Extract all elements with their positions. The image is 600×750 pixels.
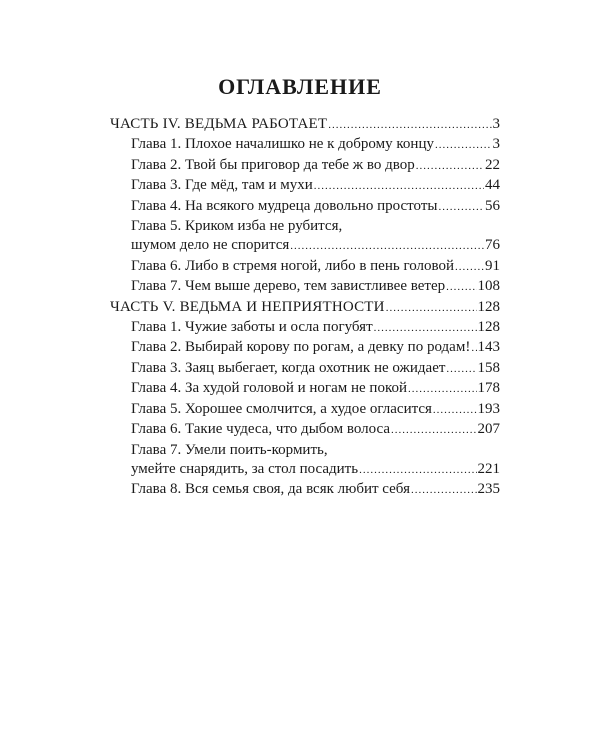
toc-part-entry[interactable] <box>110 115 500 135</box>
toc-chapter-entry[interactable] <box>110 156 500 176</box>
toc-page-number: 193 <box>477 400 500 417</box>
toc-page-number: 44 <box>485 177 500 194</box>
toc-dot-leader <box>386 299 477 318</box>
toc-dot-leader <box>328 116 491 135</box>
toc-chapter-entry[interactable] <box>110 318 500 338</box>
toc-entry-title: Глава 1. Плохое началишко не к доброму концу <box>131 136 434 153</box>
toc-chapter-entry[interactable] <box>110 197 500 217</box>
toc-page-number: 3 <box>492 116 500 132</box>
toc-entry-title: Глава 1. Чужие заботы и осла погубят <box>131 319 373 336</box>
toc-page-number: 56 <box>485 197 500 214</box>
toc-page-number: 3 <box>492 136 500 153</box>
toc-part-entry[interactable] <box>110 298 500 318</box>
toc-chapter-entry[interactable] <box>110 277 500 297</box>
toc-dot-leader <box>314 177 484 196</box>
toc-page-number: 143 <box>477 339 500 356</box>
toc-entry-title: Глава 2. Твой бы приговор да тебе ж во двор <box>131 156 415 173</box>
toc-entry-title: Глава 8. Вся семья своя, да всяк любит себя <box>131 481 410 498</box>
toc-chapter-entry[interactable] <box>110 257 500 277</box>
toc-dot-leader <box>471 339 476 358</box>
toc-entry-title: умейте снарядить, за стол посадить <box>131 460 359 477</box>
toc-chapter-entry[interactable] <box>110 480 500 500</box>
toc-page-number: 128 <box>477 298 500 315</box>
toc-entry-first-line: Глава 5. Криком изба не рубится, <box>131 218 343 235</box>
toc-chapter-entry[interactable] <box>110 359 500 379</box>
toc-dot-leader <box>416 157 484 176</box>
toc-entry-title: Глава 3. Заяц выбегает, когда охотник не ожидает <box>131 359 446 376</box>
toc-dot-leader <box>446 360 476 379</box>
toc-dot-leader <box>446 278 476 297</box>
toc-page-number: 221 <box>477 460 500 477</box>
toc-entry-title: Глава 4. На всякого мудреца довольно простоты <box>131 197 438 214</box>
toc-entry-title: ЧАСТЬ V. ВЕДЬМА И НЕПРИЯТНОСТИ <box>110 298 385 315</box>
toc-dot-leader <box>435 136 492 155</box>
toc-dot-leader <box>438 198 484 217</box>
toc-page-number: 235 <box>477 481 500 498</box>
toc-dot-leader <box>359 461 476 480</box>
toc-entry-first-line: Глава 7. Умели поить-кормить, <box>131 441 328 458</box>
toc-chapter-entry[interactable] <box>110 176 500 196</box>
toc-dot-leader <box>374 319 477 338</box>
toc-entry-title: Глава 4. За худой головой и ногам не покой <box>131 380 407 397</box>
toc-page-number: 76 <box>485 237 500 254</box>
toc-page-number: 178 <box>477 380 500 397</box>
toc-entry-title: Глава 6. Либо в стремя ногой, либо в пень головой <box>131 257 455 274</box>
toc-page-number: 207 <box>477 421 500 438</box>
toc-dot-leader <box>290 237 484 256</box>
toc-chapter-entry[interactable] <box>110 379 500 399</box>
toc-entry-title: ЧАСТЬ IV. ВЕДЬМА РАБОТАЕТ <box>110 116 328 132</box>
toc-chapter-entry[interactable] <box>110 460 500 480</box>
table-of-contents <box>110 115 500 501</box>
toc-chapter-entry[interactable] <box>110 400 500 420</box>
toc-dot-leader <box>433 401 477 420</box>
toc-page-number: 22 <box>485 156 500 173</box>
toc-chapter-entry[interactable] <box>110 135 500 155</box>
toc-entry-title: Глава 7. Чем выше дерево, тем завистливее ветер <box>131 278 446 295</box>
toc-page-number: 91 <box>485 257 500 274</box>
toc-chapter-entry[interactable] <box>110 420 500 440</box>
toc-page-number: 108 <box>477 278 500 295</box>
toc-title: ОГЛАВЛЕНИЕ <box>218 74 382 99</box>
toc-chapter-entry[interactable] <box>110 236 500 256</box>
toc-dot-leader <box>455 258 484 277</box>
toc-entry-title: Глава 6. Такие чудеса, что дыбом волоса <box>131 421 390 438</box>
toc-entry-title: шумом дело не спорится <box>131 237 290 254</box>
toc-entry-title: Глава 3. Где мёд, там и мухи <box>131 177 313 194</box>
toc-chapter-entry[interactable] <box>110 338 500 358</box>
toc-entry-title: Глава 2. Выбирай корову по рогам, а девку по родам! <box>131 339 471 356</box>
toc-dot-leader <box>391 421 477 440</box>
toc-page-number: 128 <box>477 319 500 336</box>
toc-dot-leader <box>408 380 477 399</box>
toc-entry-title: Глава 5. Хорошее смолчится, а худое огласится <box>131 400 432 417</box>
toc-dot-leader <box>411 481 477 500</box>
toc-page-number: 158 <box>477 359 500 376</box>
